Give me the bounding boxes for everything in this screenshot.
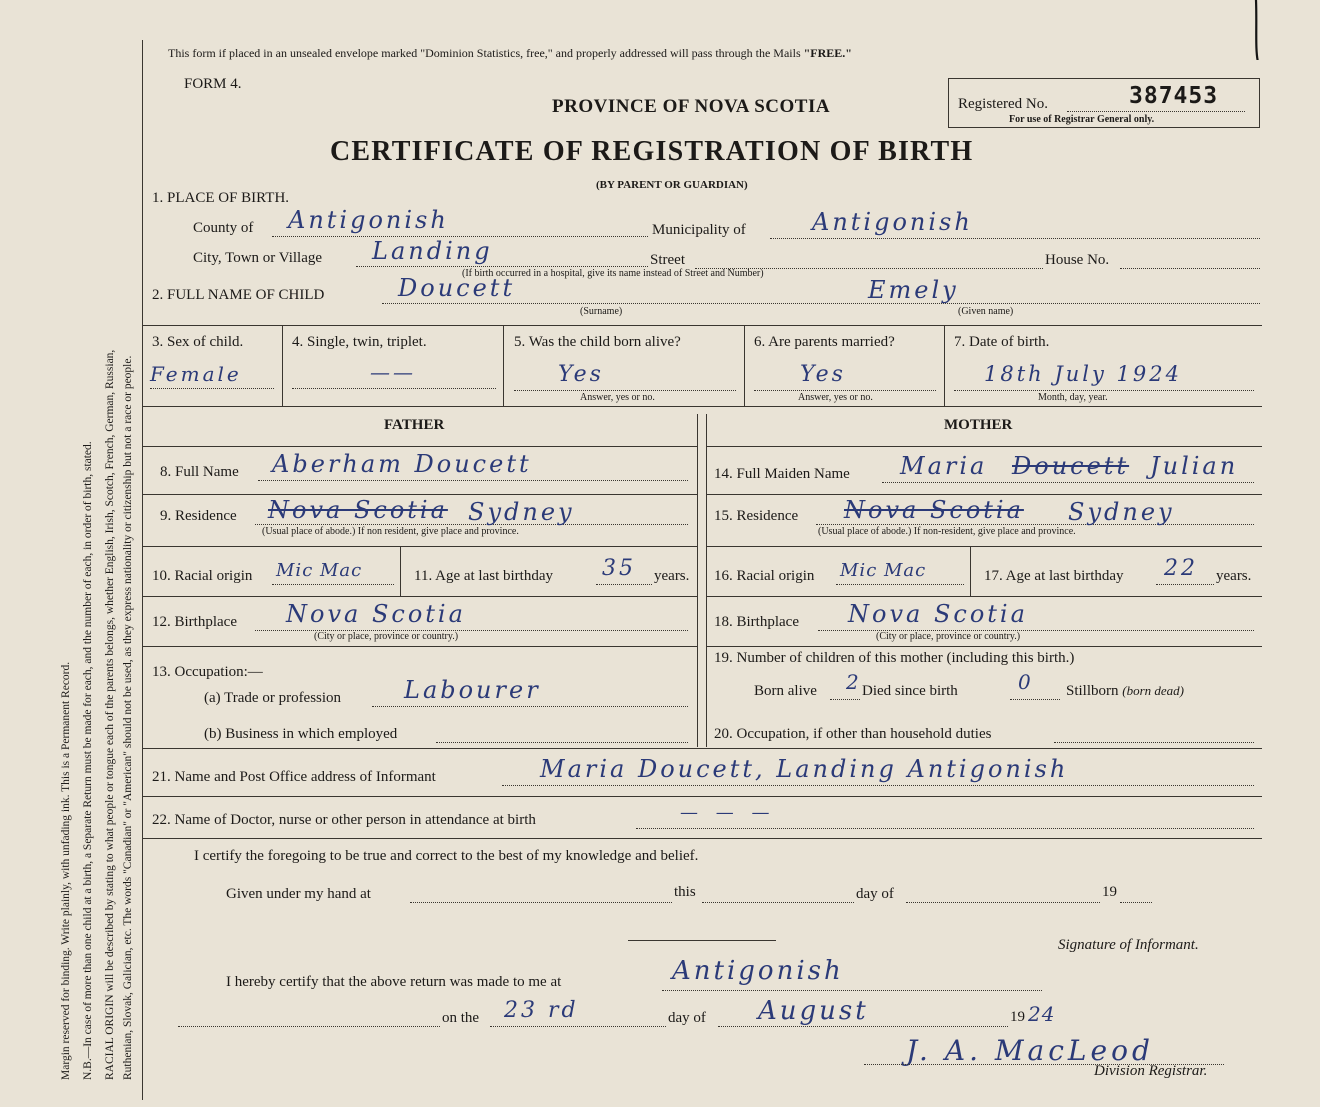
day-of-label: day of bbox=[856, 886, 894, 902]
margin-note-racial-origin-cont: Ruthenian, Slovak, Galician, etc. The words "Canadian" or "American" should not be used, as they express nationality or citizenship but not a race or people. bbox=[122, 355, 134, 1080]
day-value: 23 rd bbox=[504, 998, 579, 1023]
child-name-label: 2. FULL NAME OF CHILD bbox=[152, 287, 325, 303]
stillborn-label bbox=[1066, 683, 1184, 700]
municipality-label: Municipality of bbox=[652, 222, 746, 238]
father-age-years: years. bbox=[654, 568, 690, 584]
stillborn-note: (born dead) bbox=[1122, 683, 1185, 698]
child-surname-value: Doucett bbox=[398, 274, 516, 302]
born-alive-question-label: 5. Was the child born alive? bbox=[514, 334, 681, 350]
mother-residence-note: (Usual place of abode.) If non-resident, give place and province. bbox=[818, 526, 1076, 537]
parents-married-note: Answer, yes or no. bbox=[798, 392, 873, 403]
multiple-birth-label: 4. Single, twin, triplet. bbox=[292, 334, 427, 350]
on-the-label: on the bbox=[442, 1010, 480, 1026]
registered-number-value: 387453 bbox=[1129, 83, 1219, 109]
year-value: 24 bbox=[1028, 1002, 1056, 1026]
stillborn-text: Stillborn bbox=[1066, 683, 1119, 699]
mother-residence-value: Sydney bbox=[1068, 498, 1175, 526]
province-heading: PROVINCE OF NOVA SCOTIA bbox=[552, 96, 831, 117]
division-registrar-label: Division Registrar. bbox=[1094, 1063, 1208, 1079]
sex-label: 3. Sex of child. bbox=[152, 334, 244, 350]
county-label: County of bbox=[193, 220, 254, 236]
mother-children-label: 19. Number of children of this mother (including this birth.) bbox=[714, 650, 1075, 666]
father-trade-label: (a) Trade or profession bbox=[204, 690, 342, 706]
signature-of-informant-label: Signature of Informant. bbox=[1058, 937, 1199, 953]
father-name-value: Aberham Doucett bbox=[272, 450, 532, 478]
street-label: Street bbox=[650, 252, 685, 268]
mail-notice-free: "FREE." bbox=[803, 46, 852, 60]
father-residence-value: Sydney bbox=[468, 498, 575, 526]
father-birthplace-label: 12. Birthplace bbox=[152, 614, 237, 630]
margin-note-racial-origin: RACIAL ORIGIN will be described by stating to what people or tongue each of the parents belongs, whether English, Irish, Scotch, French, German, Russian, bbox=[104, 349, 116, 1080]
certificate-title: CERTIFICATE OF REGISTRATION OF BIRTH bbox=[330, 136, 974, 167]
father-residence-note: (Usual place of abode.) If non resident, give place and province. bbox=[262, 526, 519, 537]
mother-heading: MOTHER bbox=[944, 417, 1013, 433]
died-since-birth-value: 0 bbox=[1018, 670, 1034, 694]
died-since-birth-label: Died since birth bbox=[862, 683, 958, 699]
hospital-note: (If birth occurred in a hospital, give its name instead of Street and Number) bbox=[462, 268, 764, 279]
mother-name-struck: Doucett bbox=[1012, 452, 1130, 480]
county-value: Antigonish bbox=[288, 206, 449, 234]
year-prefix-label: 19 bbox=[1102, 884, 1117, 900]
pen-mark-icon bbox=[1240, 0, 1300, 60]
margin-note-binding: Margin reserved for binding. Write plainly, with unfading ink. This is a Permanent Record. bbox=[60, 661, 72, 1080]
father-name-label: 8. Full Name bbox=[160, 464, 239, 480]
municipality-value: Antigonish bbox=[812, 208, 973, 236]
sex-value: Female bbox=[150, 362, 242, 386]
date-of-birth-label: 7. Date of birth. bbox=[954, 334, 1050, 350]
father-racial-origin-value: Mic Mac bbox=[276, 560, 363, 581]
mother-age-value: 22 bbox=[1164, 556, 1198, 581]
day-of-month-label: day of bbox=[668, 1010, 706, 1026]
date-of-birth-note: Month, day, year. bbox=[1038, 392, 1108, 403]
father-residence-struck: Nova Scotia bbox=[268, 496, 448, 524]
date-of-birth-value: 18th July 1924 bbox=[984, 362, 1183, 386]
father-residence-label: 9. Residence bbox=[160, 508, 237, 524]
this-label: this bbox=[674, 884, 696, 900]
mother-residence-struck: Nova Scotia bbox=[844, 496, 1024, 524]
father-trade-value: Labourer bbox=[404, 676, 541, 704]
certify-statement: I certify the foregoing to be true and correct to the best of my knowledge and belief. bbox=[194, 848, 699, 864]
born-alive-count-label: Born alive bbox=[754, 683, 817, 699]
mother-name-label: 14. Full Maiden Name bbox=[714, 466, 850, 482]
doctor-value: — — — bbox=[680, 802, 776, 823]
registered-number-label: Registered No. bbox=[958, 96, 1048, 112]
house-number-label: House No. bbox=[1045, 252, 1110, 268]
father-birthplace-value: Nova Scotia bbox=[286, 600, 466, 628]
year-printed-label: 19 bbox=[1010, 1009, 1025, 1025]
surname-note: (Surname) bbox=[580, 306, 623, 317]
doctor-label: 22. Name of Doctor, nurse or other person in attendance at birth bbox=[152, 812, 536, 828]
registered-number-box bbox=[948, 78, 1260, 128]
father-age-value: 35 bbox=[602, 556, 636, 581]
form-left-border bbox=[142, 40, 143, 1100]
registrar-use-note: For use of Registrar General only. bbox=[1009, 114, 1155, 125]
mother-birthplace-note: (City or place, province or country.) bbox=[876, 631, 1021, 642]
mother-racial-origin-value: Mic Mac bbox=[840, 560, 927, 581]
certificate-subtitle: (BY PARENT OR GUARDIAN) bbox=[596, 179, 748, 191]
mother-racial-origin-label: 16. Racial origin bbox=[714, 568, 815, 584]
given-name-note: (Given name) bbox=[958, 306, 1014, 317]
father-racial-origin-label: 10. Racial origin bbox=[152, 568, 253, 584]
parents-married-answer: Yes bbox=[800, 362, 846, 387]
mother-birthplace-label: 18. Birthplace bbox=[714, 614, 799, 630]
born-alive-answer: Yes bbox=[558, 362, 604, 387]
born-alive-note: Answer, yes or no. bbox=[580, 392, 655, 403]
informant-label: 21. Name and Post Office address of Informant bbox=[152, 769, 436, 785]
registrar-signature-value: J. A. MacLeod bbox=[906, 1034, 1154, 1067]
multiple-birth-value: —— bbox=[370, 360, 416, 384]
mother-birthplace-value: Nova Scotia bbox=[848, 600, 1028, 628]
place-of-birth-label: 1. PLACE OF BIRTH. bbox=[152, 190, 290, 206]
parents-married-label: 6. Are parents married? bbox=[754, 334, 895, 350]
father-birthplace-note: (City or place, province or country.) bbox=[314, 631, 459, 642]
mother-residence-label: 15. Residence bbox=[714, 508, 799, 524]
mother-age-years: years. bbox=[1216, 568, 1252, 584]
mother-name-value: Maria bbox=[900, 452, 988, 480]
mother-occupation-label: 20. Occupation, if other than household duties bbox=[714, 726, 992, 742]
father-occupation-label: 13. Occupation:— bbox=[152, 664, 263, 680]
form-number: FORM 4. bbox=[184, 76, 242, 92]
father-age-label: 11. Age at last birthday bbox=[414, 568, 553, 584]
informant-value: Maria Doucett, Landing Antigonish bbox=[540, 755, 1069, 783]
mail-notice bbox=[168, 46, 852, 61]
born-alive-count-value: 2 bbox=[846, 670, 862, 694]
given-under-hand-label: Given under my hand at bbox=[226, 886, 371, 902]
month-value: August bbox=[758, 996, 869, 1026]
father-heading: FATHER bbox=[384, 417, 445, 433]
city-label: City, Town or Village bbox=[193, 250, 323, 266]
mother-age-label: 17. Age at last birthday bbox=[984, 568, 1124, 584]
father-business-label: (b) Business in which employed bbox=[204, 726, 398, 742]
mail-notice-text: This form if placed in an unsealed envelope marked "Dominion Statistics, free," and properly addressed will pass through the Mails bbox=[168, 46, 804, 60]
child-given-name-value: Emely bbox=[868, 276, 959, 304]
city-value: Landing bbox=[372, 237, 493, 265]
registrar-certify-statement: I hereby certify that the above return was made to me at bbox=[226, 974, 562, 990]
registrar-place-value: Antigonish bbox=[672, 956, 844, 986]
mother-name-value2: Julian bbox=[1150, 452, 1239, 480]
margin-note-nb: N.B.—In case of more than one child at a birth, a Separate Return must be made for each, and the number of each, in order of birth, stated. bbox=[82, 441, 94, 1080]
